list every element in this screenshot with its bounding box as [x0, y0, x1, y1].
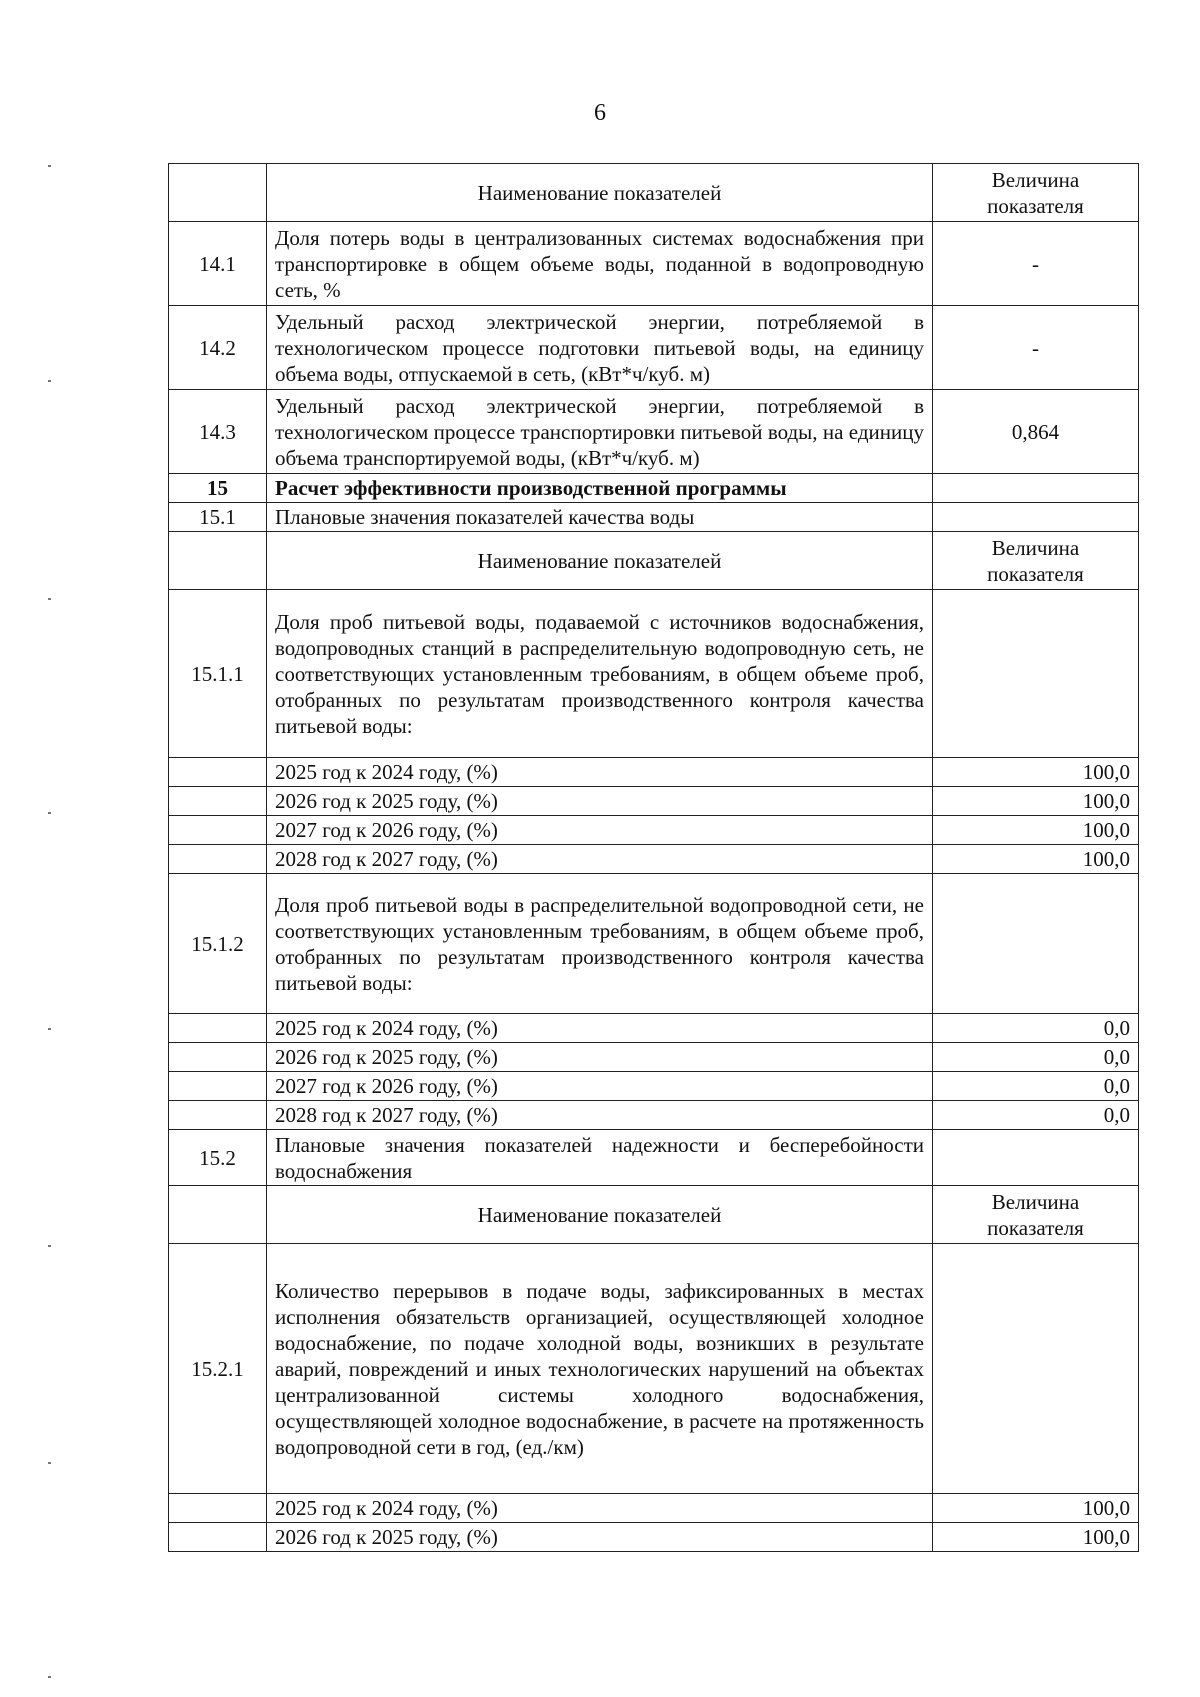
year-label: 2025 год к 2024 году, (%)	[267, 1014, 933, 1043]
row-value	[933, 590, 1139, 758]
table-header-row	[169, 532, 1139, 590]
section-row	[169, 503, 1139, 532]
year-row	[169, 845, 1139, 874]
year-value: 100,0	[933, 787, 1139, 816]
row-text: Доля проб питьевой воды, подаваемой с источников водоснабжения, водопроводных станций в распределительную водопроводную сеть, не соответствующих установленным требованиям, в общем объеме проб, отобранных по результатам производственного контроля качества питьевой воды:	[267, 590, 933, 758]
header-value-cell: Величина показателя	[933, 1186, 1139, 1244]
section-number: 15	[169, 474, 267, 503]
year-value: 100,0	[933, 1494, 1139, 1523]
year-value: 100,0	[933, 758, 1139, 787]
year-label: 2026 год к 2025 году, (%)	[267, 1043, 933, 1072]
year-row	[169, 1014, 1139, 1043]
scan-mark	[48, 1245, 51, 1247]
page-number: 6	[594, 100, 606, 126]
year-label: 2026 год к 2025 году, (%)	[267, 787, 933, 816]
row-number: 15.2.1	[169, 1244, 267, 1494]
year-row	[169, 1101, 1139, 1130]
year-row	[169, 787, 1139, 816]
row-number: 14.3	[169, 390, 267, 474]
table-row	[169, 222, 1139, 306]
section-title: Расчет эффективности производственной программы	[267, 474, 933, 503]
scan-mark	[48, 1676, 51, 1678]
row-text: Удельный расход электрической энергии, потребляемой в технологическом процессе транспортировки питьевой воды, на единицу объема транспортируемой воды, (кВт*ч/куб. м)	[267, 390, 933, 474]
row-text: Доля проб питьевой воды в распределительной водопроводной сети, не соответствующих установленным требованиям, в общем объеме проб, отобранных по результатам производственного контроля качества питьевой воды:	[267, 874, 933, 1014]
year-value: 0,0	[933, 1043, 1139, 1072]
year-label: 2028 год к 2027 году, (%)	[267, 1101, 933, 1130]
row-text: Количество перерывов в подаче воды, зафиксированных в местах исполнения обязательств организацией, осуществляющей холодное водоснабжение, по подаче холодной воды, возникших в результате аварий, повреждений и иных технологических нарушений на объектах централизованной системы холодного водоснабжения, осуществляющей холодное водоснабжение, в расчете на протяженность водопроводной сети в год, (ед./км)	[267, 1244, 933, 1494]
header-name-cell: Наименование показателей	[267, 1186, 933, 1244]
year-value: 0,0	[933, 1101, 1139, 1130]
year-value: 100,0	[933, 816, 1139, 845]
header-value-cell: Величина показателя	[933, 164, 1139, 222]
row-text: Удельный расход электрической энергии, потребляемой в технологическом процессе подготовки питьевой воды, на единицу объема воды, отпускаемой в сеть, (кВт*ч/куб. м)	[267, 306, 933, 390]
table-header-row	[169, 1186, 1139, 1244]
table-row	[169, 390, 1139, 474]
row-value: -	[933, 306, 1139, 390]
year-row	[169, 1043, 1139, 1072]
section-row	[169, 1130, 1139, 1186]
year-label: 2025 год к 2024 году, (%)	[267, 1494, 933, 1523]
header-num-cell	[169, 164, 267, 222]
indicators-table	[168, 163, 1139, 1552]
section-value	[933, 503, 1139, 532]
row-text: Доля потерь воды в централизованных системах водоснабжения при транспортировке в общем объеме воды, поданной в водопроводную сеть, %	[267, 222, 933, 306]
year-label: 2027 год к 2026 году, (%)	[267, 1072, 933, 1101]
section-number: 15.2	[169, 1130, 267, 1186]
year-label: 2028 год к 2027 году, (%)	[267, 845, 933, 874]
table-header-row	[169, 164, 1139, 222]
row-value	[933, 874, 1139, 1014]
scan-mark	[48, 812, 51, 814]
section-number: 15.1	[169, 503, 267, 532]
year-row	[169, 1072, 1139, 1101]
scan-mark	[48, 165, 51, 167]
header-name-cell: Наименование показателей	[267, 532, 933, 590]
section-title: Плановые значения показателей надежности и бесперебойности водоснабжения	[267, 1130, 933, 1186]
scan-mark	[48, 1028, 51, 1030]
year-row	[169, 1523, 1139, 1552]
section-title: Плановые значения показателей качества воды	[267, 503, 933, 532]
year-label: 2027 год к 2026 году, (%)	[267, 816, 933, 845]
table-row	[169, 590, 1139, 758]
year-row	[169, 1494, 1139, 1523]
year-label: 2025 год к 2024 году, (%)	[267, 758, 933, 787]
row-number: 15.1.1	[169, 590, 267, 758]
year-label: 2026 год к 2025 году, (%)	[267, 1523, 933, 1552]
row-number: 14.2	[169, 306, 267, 390]
year-row	[169, 816, 1139, 845]
year-value: 100,0	[933, 1523, 1139, 1552]
row-number: 15.1.2	[169, 874, 267, 1014]
header-num-cell	[169, 1186, 267, 1244]
table-row	[169, 1244, 1139, 1494]
scan-mark	[48, 598, 51, 600]
table-row	[169, 874, 1139, 1014]
row-value: 0,864	[933, 390, 1139, 474]
year-value: 100,0	[933, 845, 1139, 874]
table-row	[169, 306, 1139, 390]
year-value: 0,0	[933, 1014, 1139, 1043]
year-row	[169, 758, 1139, 787]
section-value	[933, 1130, 1139, 1186]
header-num-cell	[169, 532, 267, 590]
section-row	[169, 474, 1139, 503]
row-value: -	[933, 222, 1139, 306]
header-name-cell: Наименование показателей	[267, 164, 933, 222]
row-value	[933, 1244, 1139, 1494]
scan-mark	[48, 380, 51, 382]
year-value: 0,0	[933, 1072, 1139, 1101]
row-number: 14.1	[169, 222, 267, 306]
section-value	[933, 474, 1139, 503]
scan-mark	[48, 1462, 51, 1464]
header-value-cell: Величина показателя	[933, 532, 1139, 590]
